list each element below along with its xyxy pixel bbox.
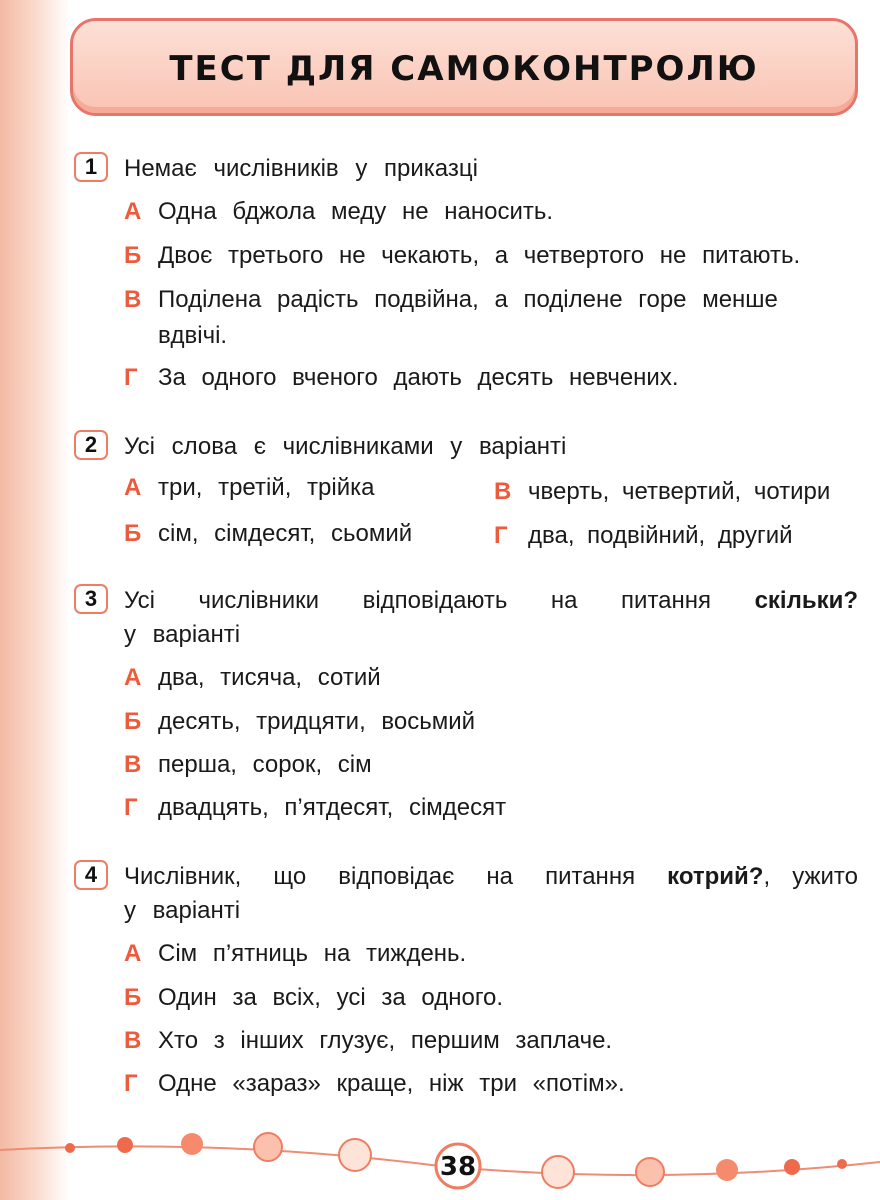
option-b[interactable] <box>124 984 503 1012</box>
question-keyword: котрий? <box>667 863 764 890</box>
option-a[interactable] <box>124 198 553 226</box>
option-a[interactable] <box>124 940 466 968</box>
page-title: ТЕСТ ДЛЯ САМОКОНТРОЛЮ <box>169 49 759 89</box>
option-b[interactable] <box>124 242 800 270</box>
option-text: сім, сімдесят, сьомий <box>158 520 413 547</box>
question-1 <box>74 152 858 391</box>
option-text: Поділена радість подвійна, а поділене горе менше <box>158 286 778 313</box>
option-d[interactable] <box>494 522 793 550</box>
option-letter: В <box>124 751 142 778</box>
question-text-main: Усі числівники відповідають на питання <box>124 587 712 614</box>
question-text-line2: у варіанті <box>124 897 241 924</box>
bead <box>117 1137 133 1153</box>
left-margin-shade <box>0 0 70 1200</box>
option-text: два, подвійний, другий <box>528 522 793 549</box>
bead <box>837 1159 847 1169</box>
option-d[interactable] <box>124 364 679 392</box>
question-number: 3 <box>74 584 108 614</box>
option-text: двадцять, п’ятдесят, сімдесят <box>158 794 507 821</box>
option-text: Сім п’ятниць на тиждень. <box>158 940 467 967</box>
bead <box>65 1143 75 1153</box>
option-letter: А <box>124 474 142 501</box>
option-letter: Б <box>124 242 142 269</box>
option-a[interactable] <box>124 474 375 502</box>
question-text-after: , ужито <box>763 863 858 890</box>
option-b[interactable] <box>124 520 412 548</box>
option-letter: Г <box>124 1070 138 1097</box>
bead <box>542 1156 574 1188</box>
header-banner <box>70 18 858 116</box>
option-text: два, тисяча, сотий <box>158 664 381 691</box>
option-text: Одна бджола меду не наносить. <box>158 198 554 225</box>
bead <box>339 1139 371 1171</box>
option-letter: Г <box>124 364 138 391</box>
option-text-continued: вдвічі. <box>158 322 228 349</box>
question-text <box>124 860 858 894</box>
option-letter: Б <box>124 520 142 547</box>
option-text: За одного вченого дають десять невчених. <box>158 364 679 391</box>
bead <box>181 1133 203 1155</box>
option-c[interactable] <box>124 751 372 779</box>
question-keyword: скільки? <box>754 587 859 614</box>
option-letter: В <box>124 286 142 313</box>
question-text: Усі слова є числівниками у варіанті <box>124 433 567 460</box>
option-letter: Б <box>124 984 142 1011</box>
option-text: три, третій, трійка <box>158 474 375 501</box>
option-letter: В <box>494 478 512 505</box>
question-4 <box>74 860 858 1097</box>
question-2 <box>74 430 858 549</box>
question-text <box>124 584 858 618</box>
option-letter: Б <box>124 708 142 735</box>
option-text: Одне «зараз» краще, ніж три «потім». <box>158 1070 625 1097</box>
question-text-main: Числівник, що відповідає на питання <box>124 863 636 890</box>
option-c[interactable] <box>124 286 858 350</box>
option-text: перша, сорок, сім <box>158 751 372 778</box>
option-letter: А <box>124 664 142 691</box>
option-text: Один за всіх, усі за одного. <box>158 984 504 1011</box>
option-letter: А <box>124 940 142 967</box>
option-c[interactable] <box>494 478 830 506</box>
option-letter: Г <box>494 522 508 549</box>
option-text: десять, тридцяти, восьмий <box>158 708 476 735</box>
bead <box>636 1158 664 1186</box>
option-b[interactable] <box>124 708 475 736</box>
bead <box>254 1133 282 1161</box>
question-number: 2 <box>74 430 108 460</box>
question-number: 4 <box>74 860 108 890</box>
option-a[interactable] <box>124 664 381 692</box>
question-text: Немає числівників у приказці <box>124 155 478 182</box>
question-text-line2: у варіанті <box>124 621 241 648</box>
bead <box>716 1159 738 1181</box>
page-number: 38 <box>439 1152 477 1182</box>
option-text: Хто з інших глузує, першим заплаче. <box>158 1027 613 1054</box>
option-d[interactable] <box>124 1070 625 1098</box>
option-letter: Г <box>124 794 138 821</box>
option-text: Двоє третього не чекають, а четвертого не питають. <box>158 242 801 269</box>
option-letter: А <box>124 198 142 225</box>
option-d[interactable] <box>124 794 506 822</box>
question-number: 1 <box>74 152 108 182</box>
option-letter: В <box>124 1027 142 1054</box>
bead <box>784 1159 800 1175</box>
option-c[interactable] <box>124 1027 612 1055</box>
question-3 <box>74 584 859 821</box>
option-text: чверть, четвертий, чотири <box>528 478 831 505</box>
